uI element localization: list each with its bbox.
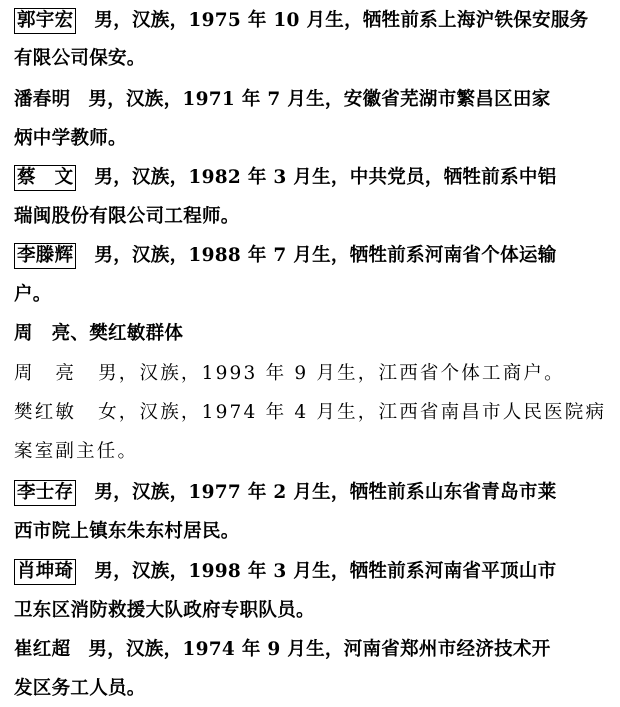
group-title (14, 321, 183, 347)
entry-description-cont: 卫东区消防救援大队政府专职队员。 (14, 600, 315, 621)
entry-description-cont: 案室副主任。 (14, 441, 139, 462)
entry-description-cont: 发区务工人员。 (14, 678, 146, 699)
entry-description-cont: 瑞闽股份有限公司工程师。 (14, 206, 240, 227)
entry-cui-line2 (14, 676, 146, 702)
entry-description: 女，汉族，1974 年 4 月生，江西省南昌市人民医院病 (98, 402, 607, 423)
entry-description: 男，汉族，1993 年 9 月生，江西省个体工商户。 (98, 363, 565, 384)
entry-description: 男，汉族，1971 年 7 月生，安徽省芜湖市繁昌区田家 (88, 89, 551, 110)
person-name: 周 亮 (14, 363, 77, 384)
entry-description: 男，汉族，1977 年 2 月生，牺牲前系山东省青岛市莱 (94, 482, 557, 503)
person-name: 潘春明 (14, 89, 71, 110)
entry-fan-line1 (14, 400, 606, 426)
entry-description-cont: 户。 (14, 284, 52, 305)
entry-description-cont: 西市院上镇东朱东村居民。 (14, 521, 240, 542)
entry-guo-line2 (14, 46, 146, 72)
entry-description: 男，汉族，1998 年 3 月生，牺牲前系河南省平顶山市 (94, 561, 557, 582)
entry-zhou-line1 (14, 361, 565, 387)
entry-xiao-line1 (14, 559, 557, 585)
entry-description-cont: 炳中学教师。 (14, 128, 127, 149)
entry-fan-line2 (14, 439, 138, 465)
entry-pan-line1 (14, 87, 551, 113)
entry-description: 男，汉族，1974 年 9 月生，河南省郑州市经济技术开 (88, 639, 551, 660)
person-name-boxed: 李滕辉 (14, 243, 76, 269)
entry-li-teng-line2 (14, 282, 52, 308)
entry-li-shi-line2 (14, 519, 240, 545)
entry-guo-line1 (14, 8, 588, 34)
person-name-boxed: 肖坤琦 (14, 559, 76, 585)
person-name-boxed: 蔡 文 (14, 165, 76, 191)
person-name: 崔红超 (14, 639, 71, 660)
entry-cui-line1 (14, 637, 551, 663)
entry-description: 男，汉族，1982 年 3 月生，中共党员，牺牲前系中铝 (94, 167, 557, 188)
entry-li-teng-line1 (14, 243, 557, 269)
entry-description-cont: 有限公司保安。 (14, 48, 146, 69)
entry-li-shi-line1 (14, 480, 557, 506)
entry-cai-line1 (14, 165, 557, 191)
entry-pan-line2 (14, 126, 127, 152)
person-name-boxed: 李士存 (14, 480, 76, 506)
entry-xiao-line2 (14, 598, 315, 624)
entry-description: 男，汉族，1988 年 7 月生，牺牲前系河南省个体运输 (94, 245, 557, 266)
person-name: 樊红敏 (14, 402, 77, 423)
group-title-text: 周 亮、樊红敏群体 (14, 323, 184, 344)
person-name-boxed: 郭宇宏 (14, 8, 76, 34)
entry-cai-line2 (14, 204, 240, 230)
entry-description: 男，汉族，1975 年 10 月生，牺牲前系上海沪铁保安服务 (94, 10, 589, 31)
